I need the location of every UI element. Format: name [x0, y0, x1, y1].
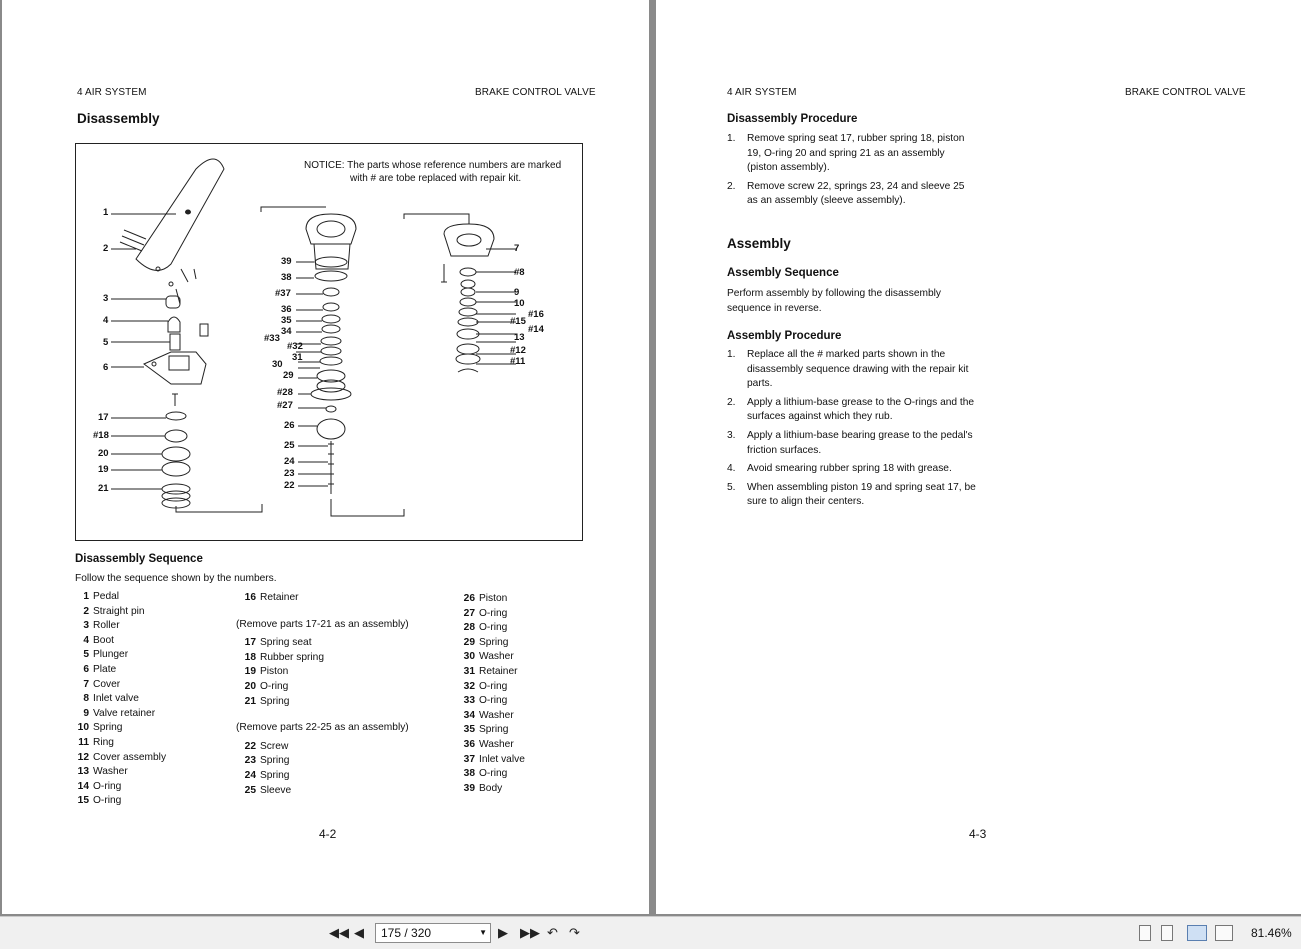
part-number: 9 — [83, 707, 89, 719]
callout-22: 22 — [284, 480, 295, 491]
part-number: 31 — [463, 665, 475, 677]
part-number: 20 — [244, 680, 256, 692]
step-number: 1. — [727, 349, 736, 360]
part-row — [69, 721, 166, 736]
part-number: 37 — [463, 753, 475, 765]
part-number: 17 — [244, 637, 256, 649]
part-name: Spring — [260, 755, 290, 767]
callout-35: 35 — [281, 315, 292, 326]
part-row — [236, 754, 409, 769]
callout-15: #15 — [510, 316, 526, 327]
part-row — [236, 695, 409, 710]
part-number: 14 — [77, 780, 89, 792]
part-row — [455, 694, 525, 709]
part-name: Inlet valve — [93, 693, 139, 705]
part-number: 18 — [244, 651, 256, 663]
two-page-continuous-view-icon[interactable] — [1215, 925, 1233, 941]
part-number: 29 — [463, 636, 475, 648]
part-name: Plunger — [93, 649, 129, 661]
part-row — [455, 665, 525, 680]
step-number: 5. — [727, 481, 736, 493]
callout-37: #37 — [275, 288, 291, 299]
part-row — [69, 678, 166, 693]
page-number-input[interactable] — [375, 923, 491, 943]
part-row — [455, 782, 525, 797]
callout-9: 9 — [514, 287, 520, 298]
part-name: Roller — [93, 620, 120, 632]
procedure-step — [727, 462, 977, 477]
callout-12: #12 — [510, 345, 526, 356]
callout-2: 2 — [103, 243, 109, 254]
part-name: O-ring — [93, 795, 122, 807]
part-row — [455, 680, 525, 695]
sequence-intro: Follow the sequence shown by the numbers. — [75, 573, 277, 584]
part-name: O-ring — [479, 622, 508, 634]
callout-19: 19 — [98, 464, 109, 475]
diagram-drawing — [76, 144, 584, 542]
part-name: Washer — [479, 709, 514, 721]
part-row — [69, 736, 166, 751]
callout-7: 7 — [514, 243, 520, 254]
callout-21: 21 — [98, 483, 109, 494]
page-number-value: 175 / 320 — [381, 926, 432, 940]
part-name: Spring — [479, 636, 509, 648]
part-number: 13 — [77, 766, 89, 778]
part-row — [455, 767, 525, 782]
part-row — [236, 591, 409, 606]
part-number: 34 — [463, 709, 475, 721]
procedure-step — [727, 396, 977, 425]
callout-13: 13 — [514, 332, 525, 343]
notice-line-1: NOTICE: The parts whose reference numbers are marked — [304, 160, 562, 171]
part-name: Cover — [93, 678, 121, 690]
part-number: 6 — [83, 663, 89, 675]
callout-38: 38 — [281, 272, 292, 283]
part-number: 26 — [463, 593, 475, 604]
part-name: Spring — [93, 722, 123, 734]
part-name: Washer — [93, 766, 128, 778]
part-number: 28 — [463, 622, 475, 634]
zoom-level[interactable]: 81.46% — [1251, 926, 1292, 940]
parts-list-col1 — [69, 590, 166, 809]
part-name: Spring — [260, 769, 290, 781]
part-name: Boot — [93, 634, 114, 646]
part-name: Rubber spring — [260, 651, 324, 663]
part-number: 10 — [77, 722, 89, 734]
header-section: 4 AIR SYSTEM — [727, 87, 797, 98]
part-number: 38 — [463, 768, 475, 780]
part-row — [69, 634, 166, 649]
step-text: When assembling piston 19 and spring seat 17, be sure to align their centers. — [747, 481, 976, 508]
part-row — [236, 769, 409, 784]
part-row — [455, 636, 525, 651]
part-row — [236, 636, 409, 651]
part-name: Piston — [260, 666, 289, 678]
notice-line-2: with # are tobe replaced with repair kit. — [350, 173, 522, 184]
part-number: 35 — [463, 724, 475, 736]
callout-31: 31 — [292, 352, 303, 363]
part-name: Spring seat — [260, 637, 312, 649]
part-number: 24 — [244, 769, 256, 781]
callout-14: #14 — [528, 324, 544, 335]
part-name: Screw — [260, 740, 289, 752]
part-number: 15 — [77, 795, 89, 807]
header-topic: BRAKE CONTROL VALVE — [475, 87, 596, 98]
part-number: 8 — [83, 693, 89, 705]
procedure-step — [727, 429, 977, 458]
disassembly-procedure-title: Disassembly Procedure — [727, 113, 858, 125]
callout-28: #28 — [277, 387, 293, 398]
part-row — [236, 680, 409, 695]
procedure-step — [727, 348, 977, 392]
part-name: Piston — [479, 593, 508, 604]
part-name: Washer — [479, 651, 514, 663]
step-text: Replace all the # marked parts shown in the disassembly sequence drawing with the repair kit parts. — [747, 349, 969, 390]
page-left — [2, 0, 649, 914]
step-number: 2. — [727, 396, 736, 408]
two-page-view-icon[interactable] — [1187, 925, 1207, 941]
single-page-view-icon[interactable] — [1139, 925, 1151, 941]
part-number: 19 — [244, 666, 256, 678]
callout-25: 25 — [284, 440, 295, 451]
callout-36: 36 — [281, 304, 292, 315]
step-text: Remove screw 22, springs 23, 24 and sleeve 25 as an assembly (sleeve assembly). — [747, 180, 965, 207]
part-name: O-ring — [93, 780, 122, 792]
step-text: Avoid smearing rubber spring 18 with grease. — [747, 463, 952, 475]
callout-5: 5 — [103, 337, 109, 348]
forward-view-icon[interactable]: ↷ — [569, 925, 580, 940]
callout-20: 20 — [98, 448, 109, 459]
assembly-sequence-title: Assembly Sequence — [727, 267, 839, 279]
part-row — [69, 751, 166, 766]
step-text: Apply a lithium-base grease to the O-rings and the surfaces against which they rub. — [747, 396, 975, 423]
callout-27: #27 — [277, 400, 293, 411]
assembly-sequence-text: Perform assembly by following the disassembly sequence in reverse. — [727, 288, 942, 314]
chevron-down-icon[interactable]: ▼ — [479, 928, 487, 937]
part-row — [455, 723, 525, 738]
part-name: Plate — [93, 663, 117, 675]
part-name: Sleeve — [260, 784, 292, 796]
callout-18: #18 — [93, 430, 109, 441]
part-name: O-ring — [260, 680, 289, 692]
part-number: 22 — [244, 740, 256, 752]
page-right — [656, 0, 1301, 914]
step-number: 3. — [727, 429, 736, 441]
procedure-step — [727, 132, 977, 176]
sequence-title: Disassembly Sequence — [75, 553, 203, 565]
part-number: 21 — [244, 695, 256, 707]
part-number: 33 — [463, 695, 475, 707]
part-row — [236, 665, 409, 680]
part-number: 7 — [83, 678, 89, 690]
assembly-note: (Remove parts 17-21 as an assembly) — [236, 618, 409, 630]
part-number: 32 — [463, 680, 475, 692]
part-row — [69, 648, 166, 663]
part-row — [69, 590, 166, 605]
part-name: Body — [479, 782, 503, 794]
part-row — [236, 784, 409, 799]
part-name: Retainer — [260, 592, 299, 603]
part-row — [236, 740, 409, 755]
callout-1: 1 — [103, 207, 109, 218]
callout-4: 4 — [103, 315, 109, 326]
part-row — [455, 738, 525, 753]
page-number: 4-2 — [319, 827, 337, 841]
callout-3: 3 — [103, 293, 109, 304]
procedure-step — [727, 481, 977, 510]
part-row — [69, 663, 166, 678]
callout-26: 26 — [284, 420, 295, 431]
assembly-note: (Remove parts 22-25 as an assembly) — [236, 722, 409, 734]
continuous-view-icon[interactable] — [1161, 925, 1173, 941]
part-row — [69, 794, 166, 809]
part-name: Ring — [93, 736, 114, 748]
assembly-procedure-title: Assembly Procedure — [727, 330, 842, 342]
header-section: 4 AIR SYSTEM — [77, 87, 147, 98]
part-row — [455, 592, 525, 607]
part-number: 5 — [83, 649, 89, 661]
page-number: 4-3 — [969, 827, 987, 841]
prev-page-icon[interactable]: ◀ — [354, 925, 364, 940]
part-number: 1 — [83, 591, 89, 602]
last-page-icon[interactable]: ▶▶ — [520, 925, 540, 940]
callout-6: 6 — [103, 362, 109, 373]
part-number: 27 — [463, 607, 475, 619]
part-name: Retainer — [479, 665, 518, 677]
next-page-icon[interactable]: ▶ — [498, 925, 508, 940]
step-number: 1. — [727, 133, 736, 144]
disassembly-procedure-list — [727, 132, 977, 213]
callout-17: 17 — [98, 412, 109, 423]
part-row — [455, 650, 525, 665]
part-name: Pedal — [93, 591, 120, 602]
back-view-icon[interactable]: ↶ — [547, 925, 558, 940]
part-name: O-ring — [479, 607, 508, 619]
part-name: Cover assembly — [93, 751, 167, 763]
callout-11: #11 — [510, 356, 526, 367]
part-number: 4 — [83, 634, 89, 646]
part-name: Straight pin — [93, 605, 145, 617]
part-name: Spring — [479, 724, 509, 736]
step-text: Remove spring seat 17, rubber spring 18, piston 19, O-ring 20 and spring 21 as an assembly (piston assembly). — [747, 133, 965, 174]
part-row — [455, 709, 525, 724]
part-number: 11 — [78, 736, 89, 748]
step-number: 4. — [727, 463, 736, 475]
part-row — [69, 780, 166, 795]
step-text: Apply a lithium-base bearing grease to the pedal's friction surfaces. — [747, 429, 973, 456]
part-number: 39 — [463, 782, 475, 794]
part-number: 30 — [463, 651, 475, 663]
callout-23: 23 — [284, 468, 295, 479]
part-row — [69, 765, 166, 780]
part-row — [455, 753, 525, 768]
part-number: 12 — [77, 751, 89, 763]
part-name: O-ring — [479, 695, 508, 707]
part-row — [455, 607, 525, 622]
part-row — [69, 707, 166, 722]
callout-32: #32 — [287, 341, 303, 352]
first-page-icon[interactable]: ◀◀ — [329, 925, 349, 940]
part-row — [69, 619, 166, 634]
part-number: 23 — [244, 755, 256, 767]
part-number: 25 — [244, 784, 256, 796]
part-row — [455, 621, 525, 636]
part-row — [236, 651, 409, 666]
assembly-procedure-list — [727, 348, 977, 514]
viewer-toolbar — [0, 916, 1301, 949]
part-row — [69, 605, 166, 620]
callout-39: 39 — [281, 256, 292, 267]
part-number: 36 — [463, 738, 475, 750]
step-number: 2. — [727, 180, 736, 192]
parts-list-col3 — [455, 592, 525, 796]
part-name: O-ring — [479, 768, 508, 780]
parts-list-col2 — [236, 591, 409, 798]
part-number: 16 — [244, 592, 256, 603]
callout-33: #33 — [264, 333, 280, 344]
part-name: Valve retainer — [93, 707, 156, 719]
callout-10: 10 — [514, 298, 525, 309]
assembly-title: Assembly — [727, 236, 791, 251]
part-row — [69, 692, 166, 707]
callout-16: #16 — [528, 309, 544, 320]
part-number: 2 — [83, 605, 89, 617]
page-title: Disassembly — [77, 111, 160, 126]
procedure-step — [727, 180, 977, 209]
callout-8: #8 — [514, 267, 525, 278]
callout-24: 24 — [284, 456, 295, 467]
part-number: 3 — [83, 620, 89, 632]
header-topic: BRAKE CONTROL VALVE — [1125, 87, 1246, 98]
part-name: Washer — [479, 738, 514, 750]
part-name: O-ring — [479, 680, 508, 692]
part-name: Spring — [260, 695, 290, 707]
part-name: Inlet valve — [479, 753, 525, 765]
callout-30: 30 — [272, 359, 283, 370]
callout-29: 29 — [283, 370, 294, 381]
exploded-diagram — [75, 143, 583, 541]
callout-34: 34 — [281, 326, 292, 337]
